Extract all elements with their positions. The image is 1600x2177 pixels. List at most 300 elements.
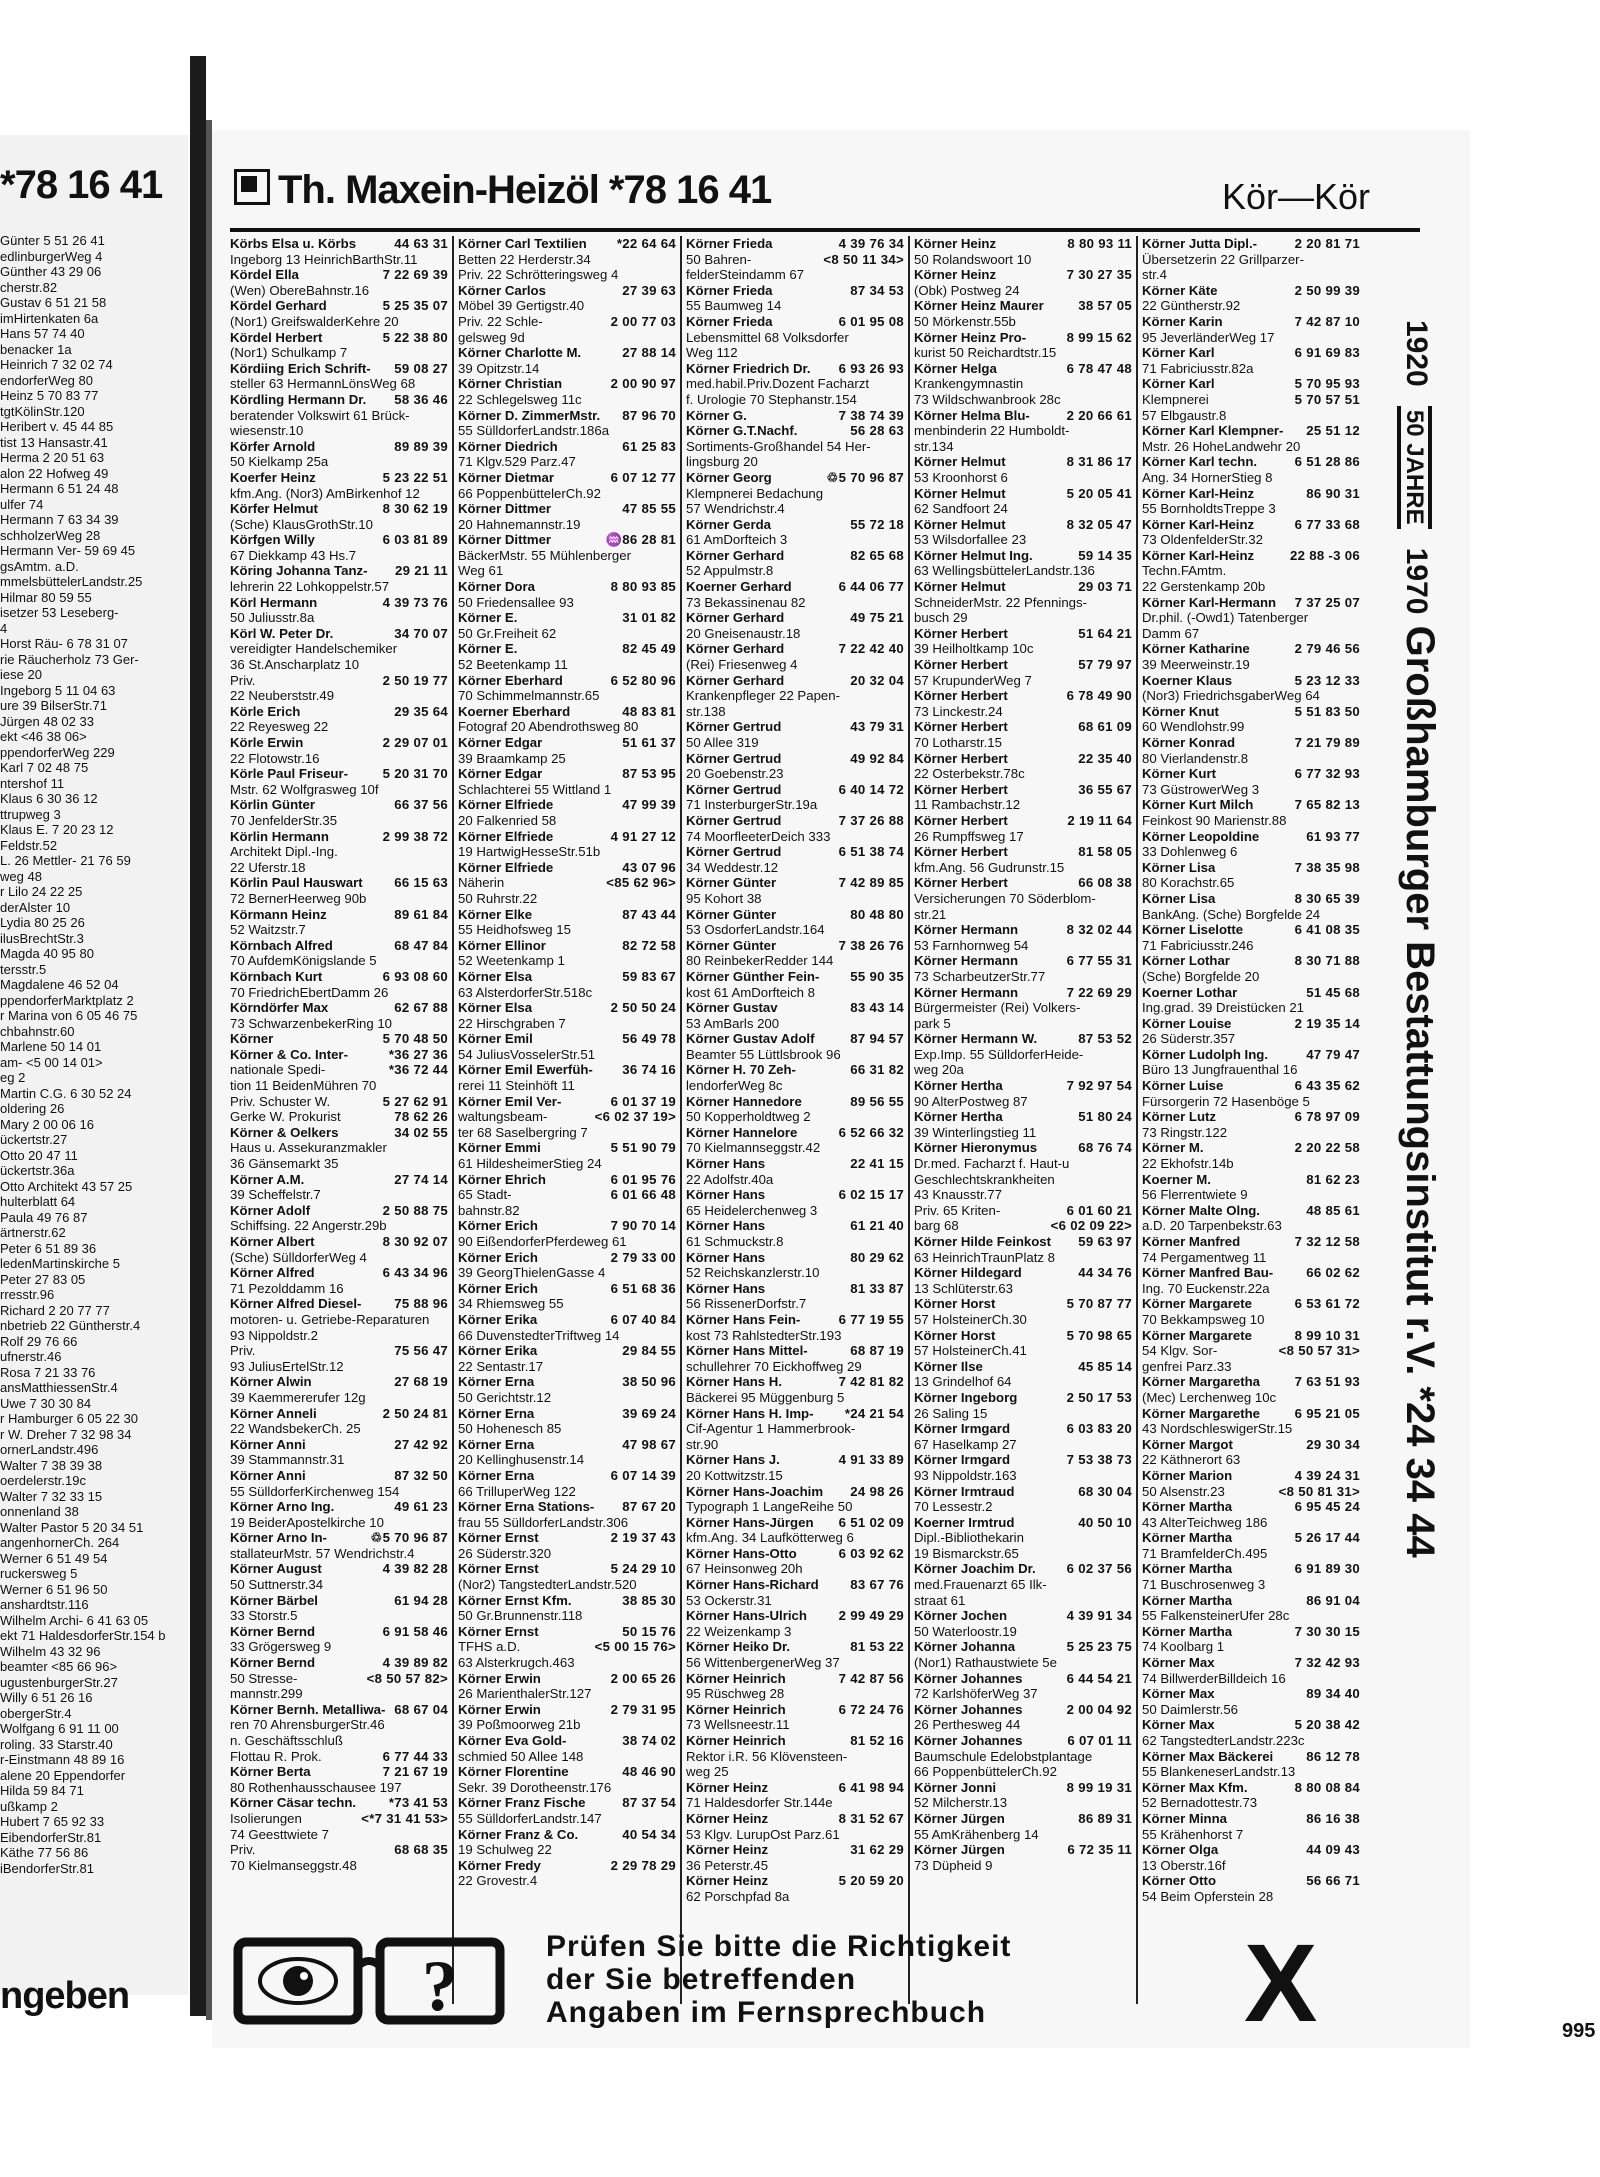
entry-text: 53 Ockerstr.31 — [686, 1592, 772, 1608]
entry-phone-number: ♲5 70 96 87 — [826, 469, 904, 485]
directory-entry-line — [230, 1639, 448, 1655]
directory-entry-line — [914, 1811, 1132, 1827]
entry-text: Körner Alfred — [230, 1265, 315, 1281]
entry-text: kost 73 RahlstedterStr.193 — [686, 1327, 842, 1343]
left-page-line: Mary 2 00 06 16 — [0, 1116, 94, 1132]
left-page-line: Rosa 7 21 33 76 — [0, 1364, 96, 1380]
entry-phone-number: 6 77 32 93 — [1294, 766, 1360, 782]
directory-entry-line — [686, 610, 904, 626]
directory-entry-line — [914, 298, 1132, 314]
entry-text: Mstr. 62 Wolfgrasweg 10f — [230, 781, 379, 797]
directory-entry-line — [914, 1047, 1132, 1063]
directory-entry-line — [230, 922, 448, 938]
directory-entry-line — [1142, 1203, 1360, 1219]
entry-phone-number: 38 85 30 — [622, 1592, 676, 1608]
left-page-line: Otto Architekt 43 57 25 — [0, 1178, 133, 1194]
directory-entry-line — [1142, 1484, 1360, 1500]
directory-entry-line — [914, 486, 1132, 502]
entry-text: Körner Hieronymus — [914, 1140, 1038, 1156]
entry-text: Körner Dittmer — [458, 501, 552, 517]
directory-entry-line — [686, 1234, 904, 1250]
directory-entry-line — [230, 314, 448, 330]
directory-entry-line — [458, 797, 676, 813]
entry-text: Körner Hans-Otto — [686, 1545, 797, 1561]
entry-text: Körner Heinrich — [686, 1670, 786, 1686]
entry-phone-number: 66 08 38 — [1078, 875, 1132, 891]
entry-text: Körner Joachim Dr. — [914, 1561, 1036, 1577]
entry-text: Körner Hans Mittel- — [686, 1343, 808, 1359]
entry-phone-number: 7 38 26 76 — [838, 937, 904, 953]
directory-entry-line — [230, 891, 448, 907]
entry-text: Körner Elfriede — [458, 797, 554, 813]
left-page-line: mmelsbüttelerLandstr.25 — [0, 574, 143, 589]
entry-phone-number: 27 68 19 — [394, 1374, 448, 1390]
entry-text: Körner Herbert — [914, 844, 1008, 860]
directory-entry-line — [230, 704, 448, 720]
entry-text: Körner Hermann — [914, 953, 1019, 969]
directory-entry-line — [1142, 1328, 1360, 1344]
entry-text: busch 29 — [914, 610, 968, 626]
directory-entry-line — [686, 1795, 904, 1811]
entry-phone-number: 2 79 31 95 — [610, 1701, 676, 1717]
left-page-line: Hermann 7 63 34 39 — [0, 512, 119, 527]
entry-phone-number: 7 90 70 14 — [610, 1218, 676, 1234]
directory-entry-line — [230, 953, 448, 969]
entry-phone-number: 24 98 26 — [850, 1483, 904, 1499]
entry-text: Körner Helmut — [914, 485, 1006, 501]
entry-text: str.4 — [1142, 267, 1167, 283]
entry-phone-number: <8 50 57 31> — [1278, 1343, 1360, 1359]
directory-entry-line — [230, 1281, 448, 1297]
entry-phone-number: 7 42 81 82 — [838, 1374, 904, 1390]
directory-entry-line — [230, 1546, 448, 1562]
left-page-line: Peter 6 51 89 36 — [0, 1240, 97, 1256]
entry-text: 67 Diekkamp 43 Hs.7 — [230, 547, 357, 563]
directory-entry-line — [1142, 361, 1360, 377]
entry-text: 50 Rolandswoort 10 — [914, 251, 1032, 267]
entry-text: 55 SülldorferKirchenweg 154 — [230, 1483, 400, 1499]
entry-phone-number: ♒86 28 81 — [605, 532, 676, 548]
directory-entry-line — [230, 1608, 448, 1624]
entry-text: 80 Korachstr.65 — [1142, 875, 1235, 891]
entry-phone-number: 6 93 26 93 — [838, 360, 904, 376]
directory-entry-line — [686, 1172, 904, 1188]
directory-entry-line — [686, 938, 904, 954]
entry-phone-number: 5 70 57 51 — [1294, 391, 1360, 407]
entry-phone-number: 6 40 14 72 — [838, 781, 904, 797]
directory-column-4 — [914, 236, 1132, 1873]
entry-text: Körner Günter — [686, 906, 777, 922]
entry-text: 70 Schimmelmannstr.65 — [458, 688, 600, 704]
entry-text: Körner Heinz — [686, 1842, 769, 1858]
directory-entry-line — [914, 782, 1132, 798]
entry-text: 50 Kielkamp 25a — [230, 454, 329, 470]
directory-entry-line — [458, 1421, 676, 1437]
directory-entry-line — [458, 1593, 676, 1609]
directory-entry-line — [458, 1062, 676, 1078]
entry-text: Körfgen Willy — [230, 532, 315, 548]
entry-text: Körner Ernst — [458, 1561, 539, 1577]
directory-entry-line — [1142, 1265, 1360, 1281]
entry-phone-number: 6 07 12 77 — [610, 469, 676, 485]
directory-entry-line — [686, 1328, 904, 1344]
entry-phone-number: 6 41 08 35 — [1294, 922, 1360, 938]
directory-entry-line — [686, 1764, 904, 1780]
directory-entry-line — [458, 922, 676, 938]
directory-entry-line — [1142, 1842, 1360, 1858]
directory-entry-line — [458, 1484, 676, 1500]
directory-entry-line — [230, 766, 448, 782]
entry-text: 57 KrupunderWeg 7 — [914, 672, 1032, 688]
left-page-line: ttrupweg 3 — [0, 806, 61, 822]
entry-phone-number: 6 77 33 68 — [1294, 516, 1360, 532]
directory-entry-line — [230, 1218, 448, 1234]
entry-text: Körner Karl-Heinz — [1142, 516, 1255, 532]
directory-entry-line — [914, 875, 1132, 891]
entry-text: Körndörfer Max — [230, 1000, 329, 1016]
entry-text: Übersetzerin 22 Grillparzer- — [1142, 251, 1304, 267]
entry-phone-number: 47 99 39 — [622, 797, 676, 813]
entry-text: Körner Hermann W. — [914, 1031, 1038, 1047]
entry-text: Architekt Dipl.-Ing. — [230, 844, 338, 860]
entry-text: Körner Herbert — [914, 719, 1008, 735]
directory-entry-line — [686, 392, 904, 408]
entry-text: 54 Beim Opferstein 28 — [1142, 1888, 1274, 1904]
entry-phone-number: 47 98 67 — [622, 1436, 676, 1452]
entry-text: 70 JenfelderStr.35 — [230, 812, 338, 828]
directory-entry-line — [230, 1328, 448, 1344]
directory-entry-line — [914, 626, 1132, 642]
entry-text: Körnbach Alfred — [230, 937, 333, 953]
directory-entry-line — [458, 1016, 676, 1032]
directory-entry-line — [1142, 610, 1360, 626]
entry-text: Körner Kurt Milch — [1142, 797, 1254, 813]
entry-text: 62 Porschpfad 8a — [686, 1888, 790, 1904]
entry-phone-number: 6 02 37 56 — [1066, 1561, 1132, 1577]
entry-text: 66 TrilluperWeg 122 — [458, 1483, 576, 1499]
directory-entry-line — [914, 673, 1132, 689]
directory-entry-line — [458, 1343, 676, 1359]
entry-text: Körner Helmut — [914, 579, 1006, 595]
entry-phone-number: 2 19 37 43 — [610, 1530, 676, 1546]
entry-phone-number: 6 93 08 60 — [382, 968, 448, 984]
entry-text: Körner D. ZimmerMstr. — [458, 407, 601, 423]
entry-text: Körner Martha — [1142, 1530, 1233, 1546]
directory-entry-line — [914, 766, 1132, 782]
directory-entry-line — [458, 766, 676, 782]
entry-phone-number: 61 25 83 — [622, 438, 676, 454]
entry-text: 65 Stadt- — [458, 1187, 512, 1203]
directory-entry-line — [914, 1359, 1132, 1375]
entry-text: 33 Grögersweg 9 — [230, 1639, 332, 1655]
entry-phone-number: 29 84 55 — [622, 1343, 676, 1359]
directory-entry-line — [1142, 439, 1360, 455]
directory-entry-line — [914, 330, 1132, 346]
entry-text: Körner Hans — [686, 1156, 766, 1172]
entry-phone-number: 7 53 38 73 — [1066, 1452, 1132, 1468]
directory-entry-line — [686, 1296, 904, 1312]
entry-text: frau 55 SülldorferLandstr.306 — [458, 1514, 629, 1530]
entry-text: Priv. 22 Schrötteringsweg 4 — [458, 267, 619, 283]
left-page-bottom-word: ngeben — [0, 1975, 130, 2017]
directory-entry-line — [458, 1078, 676, 1094]
entry-text: 73 Wildschwanbrook 28c — [914, 391, 1061, 407]
entry-phone-number: 2 00 65 26 — [610, 1670, 676, 1686]
directory-entry-line — [458, 1094, 676, 1110]
entry-phone-number: *22 64 64 — [616, 236, 676, 251]
directory-entry-line — [686, 283, 904, 299]
directory-entry-line — [458, 641, 676, 657]
entry-text: Körner Helmut — [914, 454, 1006, 470]
entry-text: str.134 — [914, 438, 954, 454]
entry-text: waltungsbeam- — [458, 1109, 548, 1125]
entry-phone-number: 25 51 12 — [1306, 423, 1360, 439]
entry-phone-number: 6 43 35 62 — [1294, 1078, 1360, 1094]
directory-entry-line — [458, 829, 676, 845]
directory-entry-line — [914, 1062, 1132, 1078]
directory-entry-line — [458, 907, 676, 923]
entry-text: (Obk) Postweg 24 — [914, 282, 1020, 298]
entry-text: 55 FalkensteinerUfer 28c — [1142, 1608, 1290, 1624]
directory-entry-line — [1142, 1561, 1360, 1577]
entry-text: Körner Franz & Co. — [458, 1826, 579, 1842]
directory-entry-line — [458, 1795, 676, 1811]
directory-entry-line — [230, 1156, 448, 1172]
entry-phone-number: 40 54 34 — [622, 1826, 676, 1842]
directory-entry-line — [686, 1702, 904, 1718]
entry-phone-number: 6 78 47 48 — [1066, 360, 1132, 376]
entry-phone-number: 61 93 77 — [1306, 828, 1360, 844]
entry-text: Körner Knut — [1142, 703, 1219, 719]
entry-phone-number: 27 39 63 — [622, 282, 676, 298]
entry-phone-number: 6 91 89 30 — [1294, 1561, 1360, 1577]
directory-entry-line — [914, 1140, 1132, 1156]
entry-text: Dipl.-Bibliothekarin — [914, 1530, 1024, 1546]
entry-phone-number: 68 67 04 — [394, 1701, 448, 1717]
directory-entry-line — [914, 1515, 1132, 1531]
entry-text: Körner Carl Textilien — [458, 236, 587, 251]
directory-entry-line — [1142, 1312, 1360, 1328]
directory-entry-line — [1142, 501, 1360, 517]
directory-entry-line — [458, 408, 676, 424]
directory-entry-line — [686, 423, 904, 439]
entry-text: Körner Hans H. Imp- — [686, 1405, 814, 1421]
directory-entry-line — [1142, 1250, 1360, 1266]
directory-entry-line — [458, 1749, 676, 1765]
entry-phone-number: 7 65 82 13 — [1294, 797, 1360, 813]
entry-phone-number: 4 39 89 82 — [382, 1655, 448, 1671]
directory-entry-line — [458, 1156, 676, 1172]
entry-phone-number: 5 25 35 07 — [382, 298, 448, 314]
entry-phone-number: 6 01 95 76 — [610, 1171, 676, 1187]
entry-text: Haus u. Assekuranzmakler — [230, 1140, 387, 1156]
directory-entry-line — [686, 501, 904, 517]
directory-entry-line — [458, 1811, 676, 1827]
entry-phone-number: 22 35 40 — [1078, 750, 1132, 766]
directory-entry-line — [458, 860, 676, 876]
entry-phone-number: 49 92 84 — [850, 750, 904, 766]
entry-text: 53 AmBarls 200 — [686, 1015, 780, 1031]
left-page-line: Heinrich 7 32 02 74 — [0, 357, 113, 372]
directory-entry-line — [1142, 860, 1360, 876]
directory-entry-line — [914, 1639, 1132, 1655]
entry-text: Körner Günter — [686, 875, 777, 891]
directory-entry-line — [686, 1421, 904, 1437]
entry-text: Körner Frieda — [686, 282, 773, 298]
directory-entry-line — [458, 1686, 676, 1702]
entry-text: Körner Gertrud — [686, 812, 782, 828]
entry-phone-number: 55 72 18 — [850, 516, 904, 532]
entry-text: Körner Leopoldine — [1142, 828, 1260, 844]
directory-entry-line — [914, 1187, 1132, 1203]
entry-text: Körner Hans H. — [686, 1374, 782, 1390]
entry-phone-number: 7 22 42 40 — [838, 641, 904, 657]
left-page-line: r Lilo 24 22 25 — [0, 884, 83, 899]
left-page-line: Martin C.G. 6 30 52 24 — [0, 1085, 132, 1101]
entry-text: Körner Hans Fein- — [686, 1311, 801, 1327]
directory-entry-line — [458, 595, 676, 611]
directory-entry-line — [914, 1546, 1132, 1562]
entry-text: park 5 — [914, 1015, 951, 1031]
entry-text: Klempnerei Bedachung — [686, 485, 824, 501]
directory-entry-line — [914, 1296, 1132, 1312]
directory-entry-line — [686, 969, 904, 985]
left-page-line: weg 48 — [0, 868, 42, 884]
directory-entry-line — [686, 1842, 904, 1858]
entry-phone-number: 8 80 08 84 — [1294, 1779, 1360, 1795]
directory-entry-line — [1142, 392, 1360, 408]
directory-entry-line — [914, 1452, 1132, 1468]
directory-entry-line — [1142, 283, 1360, 299]
entry-phone-number: 6 91 69 83 — [1294, 345, 1360, 361]
directory-entry-line — [458, 1328, 676, 1344]
entry-phone-number: 89 56 55 — [850, 1093, 904, 1109]
directory-entry-line — [686, 751, 904, 767]
entry-text: Körner E. — [458, 610, 518, 626]
entry-text: 80 Rothenhausschausee 197 — [230, 1779, 402, 1795]
entry-phone-number: 2 79 33 00 — [610, 1249, 676, 1265]
entry-text: Körner Erwin — [458, 1670, 541, 1686]
entry-text: 26 Süderstr.357 — [1142, 1031, 1236, 1047]
entry-phone-number: 55 90 35 — [850, 968, 904, 984]
entry-phone-number: 6 77 44 33 — [382, 1748, 448, 1764]
entry-phone-number: 7 42 89 85 — [838, 875, 904, 891]
directory-entry-line — [914, 1655, 1132, 1671]
entry-text: Flottau R. Prok. — [230, 1748, 322, 1764]
entry-phone-number: 2 20 66 61 — [1066, 407, 1132, 423]
directory-entry-line — [686, 1811, 904, 1827]
entry-text: Körner Hertha — [914, 1078, 1003, 1094]
directory-entry-line — [230, 610, 448, 626]
entry-text: Krankenpfleger 22 Papen- — [686, 688, 840, 704]
entry-text: Fotograf 20 Abendrothsweg 80 — [458, 719, 639, 735]
directory-entry-line — [1142, 766, 1360, 782]
entry-text: Koerner Klaus — [1142, 672, 1233, 688]
entry-phone-number: 57 79 97 — [1078, 657, 1132, 673]
entry-phone-number: 6 95 45 24 — [1294, 1499, 1360, 1515]
directory-entry-line — [458, 283, 676, 299]
directory-entry-line — [1142, 844, 1360, 860]
directory-entry-line — [1142, 922, 1360, 938]
entry-text: menbinderin 22 Humboldt- — [914, 423, 1070, 439]
directory-entry-line — [458, 1515, 676, 1531]
ad-line-3: Angaben im Fernsprechbuch — [546, 1996, 987, 2029]
entry-text: Körner Hans — [686, 1249, 766, 1265]
entry-text: Körner Lisa — [1142, 859, 1216, 875]
entry-text: Körner Emmi — [458, 1140, 541, 1156]
entry-text: Körner Bernh. Metalliwa- — [230, 1701, 386, 1717]
entry-phone-number: 66 31 82 — [850, 1062, 904, 1078]
directory-entry-line — [230, 595, 448, 611]
left-page-line: Willy 6 51 26 16 — [0, 1690, 93, 1705]
directory-entry-line — [686, 345, 904, 361]
entry-phone-number: 44 34 76 — [1078, 1265, 1132, 1281]
entry-text: Körner Jutta Dipl.- — [1142, 236, 1258, 251]
entry-phone-number: 7 22 69 29 — [1066, 984, 1132, 1000]
directory-entry-line — [1142, 704, 1360, 720]
entry-phone-number: 6 44 06 77 — [838, 579, 904, 595]
directory-entry-line — [458, 1499, 676, 1515]
entry-text: Gerke W. Prokurist — [230, 1109, 341, 1125]
directory-entry-line — [686, 953, 904, 969]
directory-entry-line — [458, 1281, 676, 1297]
entry-text: Lebensmittel 68 Volksdorfer — [686, 329, 849, 345]
directory-entry-line — [230, 782, 448, 798]
directory-entry-line — [230, 1016, 448, 1032]
entry-text: Körner M. — [1142, 1140, 1204, 1156]
entry-text: 50 Waterloostr.19 — [914, 1623, 1017, 1639]
entry-text: 20 Kottwitzstr.15 — [686, 1467, 783, 1483]
directory-column-5 — [1142, 236, 1360, 1905]
entry-text: Körner G.T.Nachf. — [686, 423, 798, 439]
directory-entry-line — [458, 1437, 676, 1453]
entry-text: 67 Haselkamp 27 — [914, 1436, 1017, 1452]
directory-entry-line — [914, 1842, 1132, 1858]
entry-text: Priv. — [230, 672, 256, 688]
entry-text: 50 Gr.Freiheit 62 — [458, 625, 557, 641]
entry-phone-number: 2 79 46 56 — [1294, 641, 1360, 657]
entry-text: 22 WandsbekerCh. 25 — [230, 1421, 361, 1437]
entry-phone-number: 6 72 24 76 — [838, 1701, 904, 1717]
directory-entry-line — [1142, 330, 1360, 346]
entry-text: Bäckerei 95 Müggenburg 5 — [686, 1389, 845, 1405]
directory-entry-line — [914, 517, 1132, 533]
ad-line-1: Prüfen Sie bitte die Richtigkeit — [546, 1930, 1012, 1963]
directory-entry-line — [458, 1468, 676, 1484]
entry-phone-number: 7 37 26 88 — [838, 812, 904, 828]
directory-entry-line — [1142, 579, 1360, 595]
entry-text: 26 MarienthalerStr.127 — [458, 1686, 592, 1702]
directory-entry-line — [914, 1281, 1132, 1297]
entry-text: Körner Max — [1142, 1717, 1215, 1733]
entry-text: 71 Pezolddamm 16 — [230, 1280, 344, 1296]
entry-phone-number: 75 88 96 — [394, 1296, 448, 1312]
entry-phone-number: 5 20 38 42 — [1294, 1717, 1360, 1733]
directory-entry-line — [458, 1780, 676, 1796]
directory-entry-line — [1142, 1593, 1360, 1609]
left-page-line: Lydia 80 25 26 — [0, 915, 85, 930]
entry-text: 95 Kohort 38 — [686, 890, 762, 906]
entry-text: 52 Weetenkamp 1 — [458, 953, 565, 969]
entry-text: Körner Erna Stations- — [458, 1499, 595, 1515]
directory-entry-line — [230, 938, 448, 954]
directory-entry-line — [230, 392, 448, 408]
directory-entry-line — [230, 1374, 448, 1390]
entry-phone-number: 4 39 91 34 — [1066, 1608, 1132, 1624]
entry-text: Körner Franz Fische — [458, 1795, 586, 1811]
directory-entry-line — [686, 1671, 904, 1687]
directory-entry-line — [230, 907, 448, 923]
